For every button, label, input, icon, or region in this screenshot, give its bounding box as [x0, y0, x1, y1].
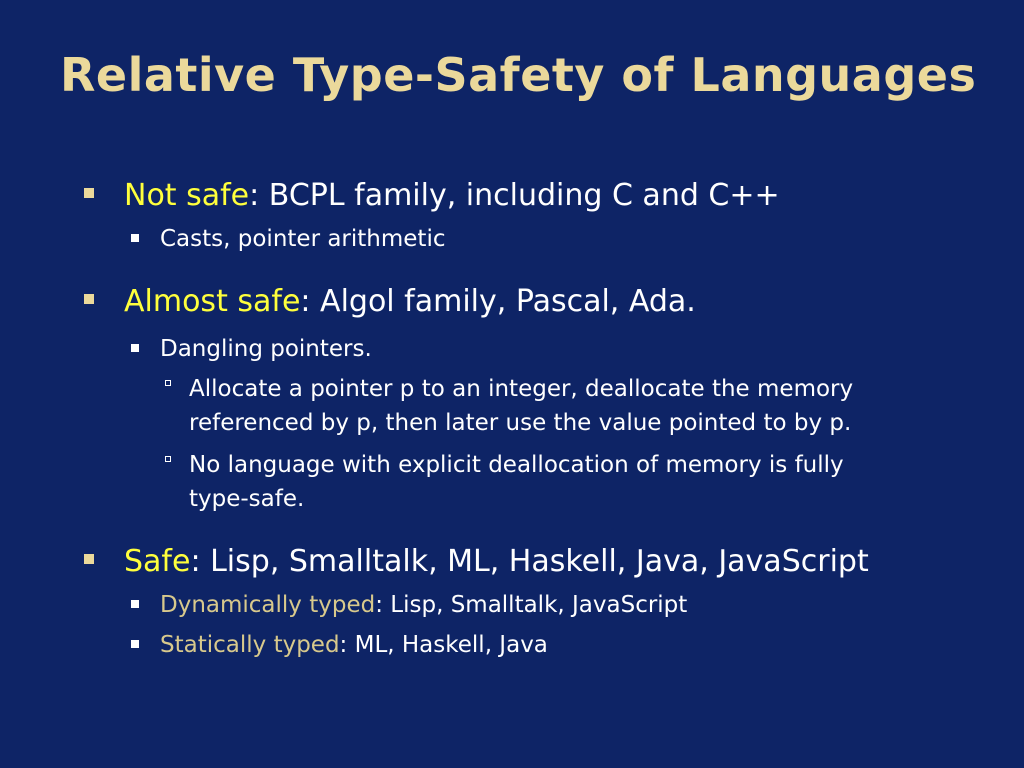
no-language-line-2: type-safe.: [189, 486, 305, 512]
slide-title: Relative Type-Safety of Languages: [60, 48, 977, 102]
sub-bullet-square-icon: [131, 600, 139, 608]
safe-description: : Lisp, Smalltalk, ML, Haskell, Java, JavaScript: [190, 544, 869, 579]
safe-keyword: Safe: [124, 544, 191, 579]
allocate-line-1: Allocate a pointer p to an integer, deallocate the memory: [189, 376, 854, 402]
sub-bullet-square-icon: [131, 640, 139, 648]
casts-text: Casts, pointer arithmetic: [160, 226, 446, 252]
dynamically-typed-keyword: Dynamically typed: [160, 592, 376, 618]
bullet-square-icon: [84, 188, 94, 198]
bullet-square-icon: [84, 554, 94, 564]
allocate-line-2: referenced by p, then later use the value pointed to by p.: [189, 410, 852, 436]
not-safe-keyword: Not safe: [124, 178, 250, 213]
not-safe-description: : BCPL family, including C and C++: [249, 178, 780, 213]
statically-typed-keyword: Statically typed: [160, 632, 340, 658]
bullet-square-icon: [84, 294, 94, 304]
hollow-square-icon: [165, 380, 171, 386]
dynamically-typed-list: : Lisp, Smalltalk, JavaScript: [375, 592, 688, 618]
statically-typed-list: : ML, Haskell, Java: [339, 632, 548, 658]
hollow-square-icon: [165, 456, 171, 462]
sub-bullet-square-icon: [131, 234, 139, 242]
almost-safe-description: : Algol family, Pascal, Ada.: [300, 284, 696, 319]
subsub-bullet-allocate: [0, 372, 1024, 442]
no-language-line-1: No language with explicit deallocation of memory is fully: [189, 452, 844, 478]
subsub-bullet-no-language: [0, 448, 1024, 518]
dangling-text: Dangling pointers.: [160, 336, 372, 362]
sub-bullet-square-icon: [131, 344, 139, 352]
almost-safe-keyword: Almost safe: [124, 284, 301, 319]
